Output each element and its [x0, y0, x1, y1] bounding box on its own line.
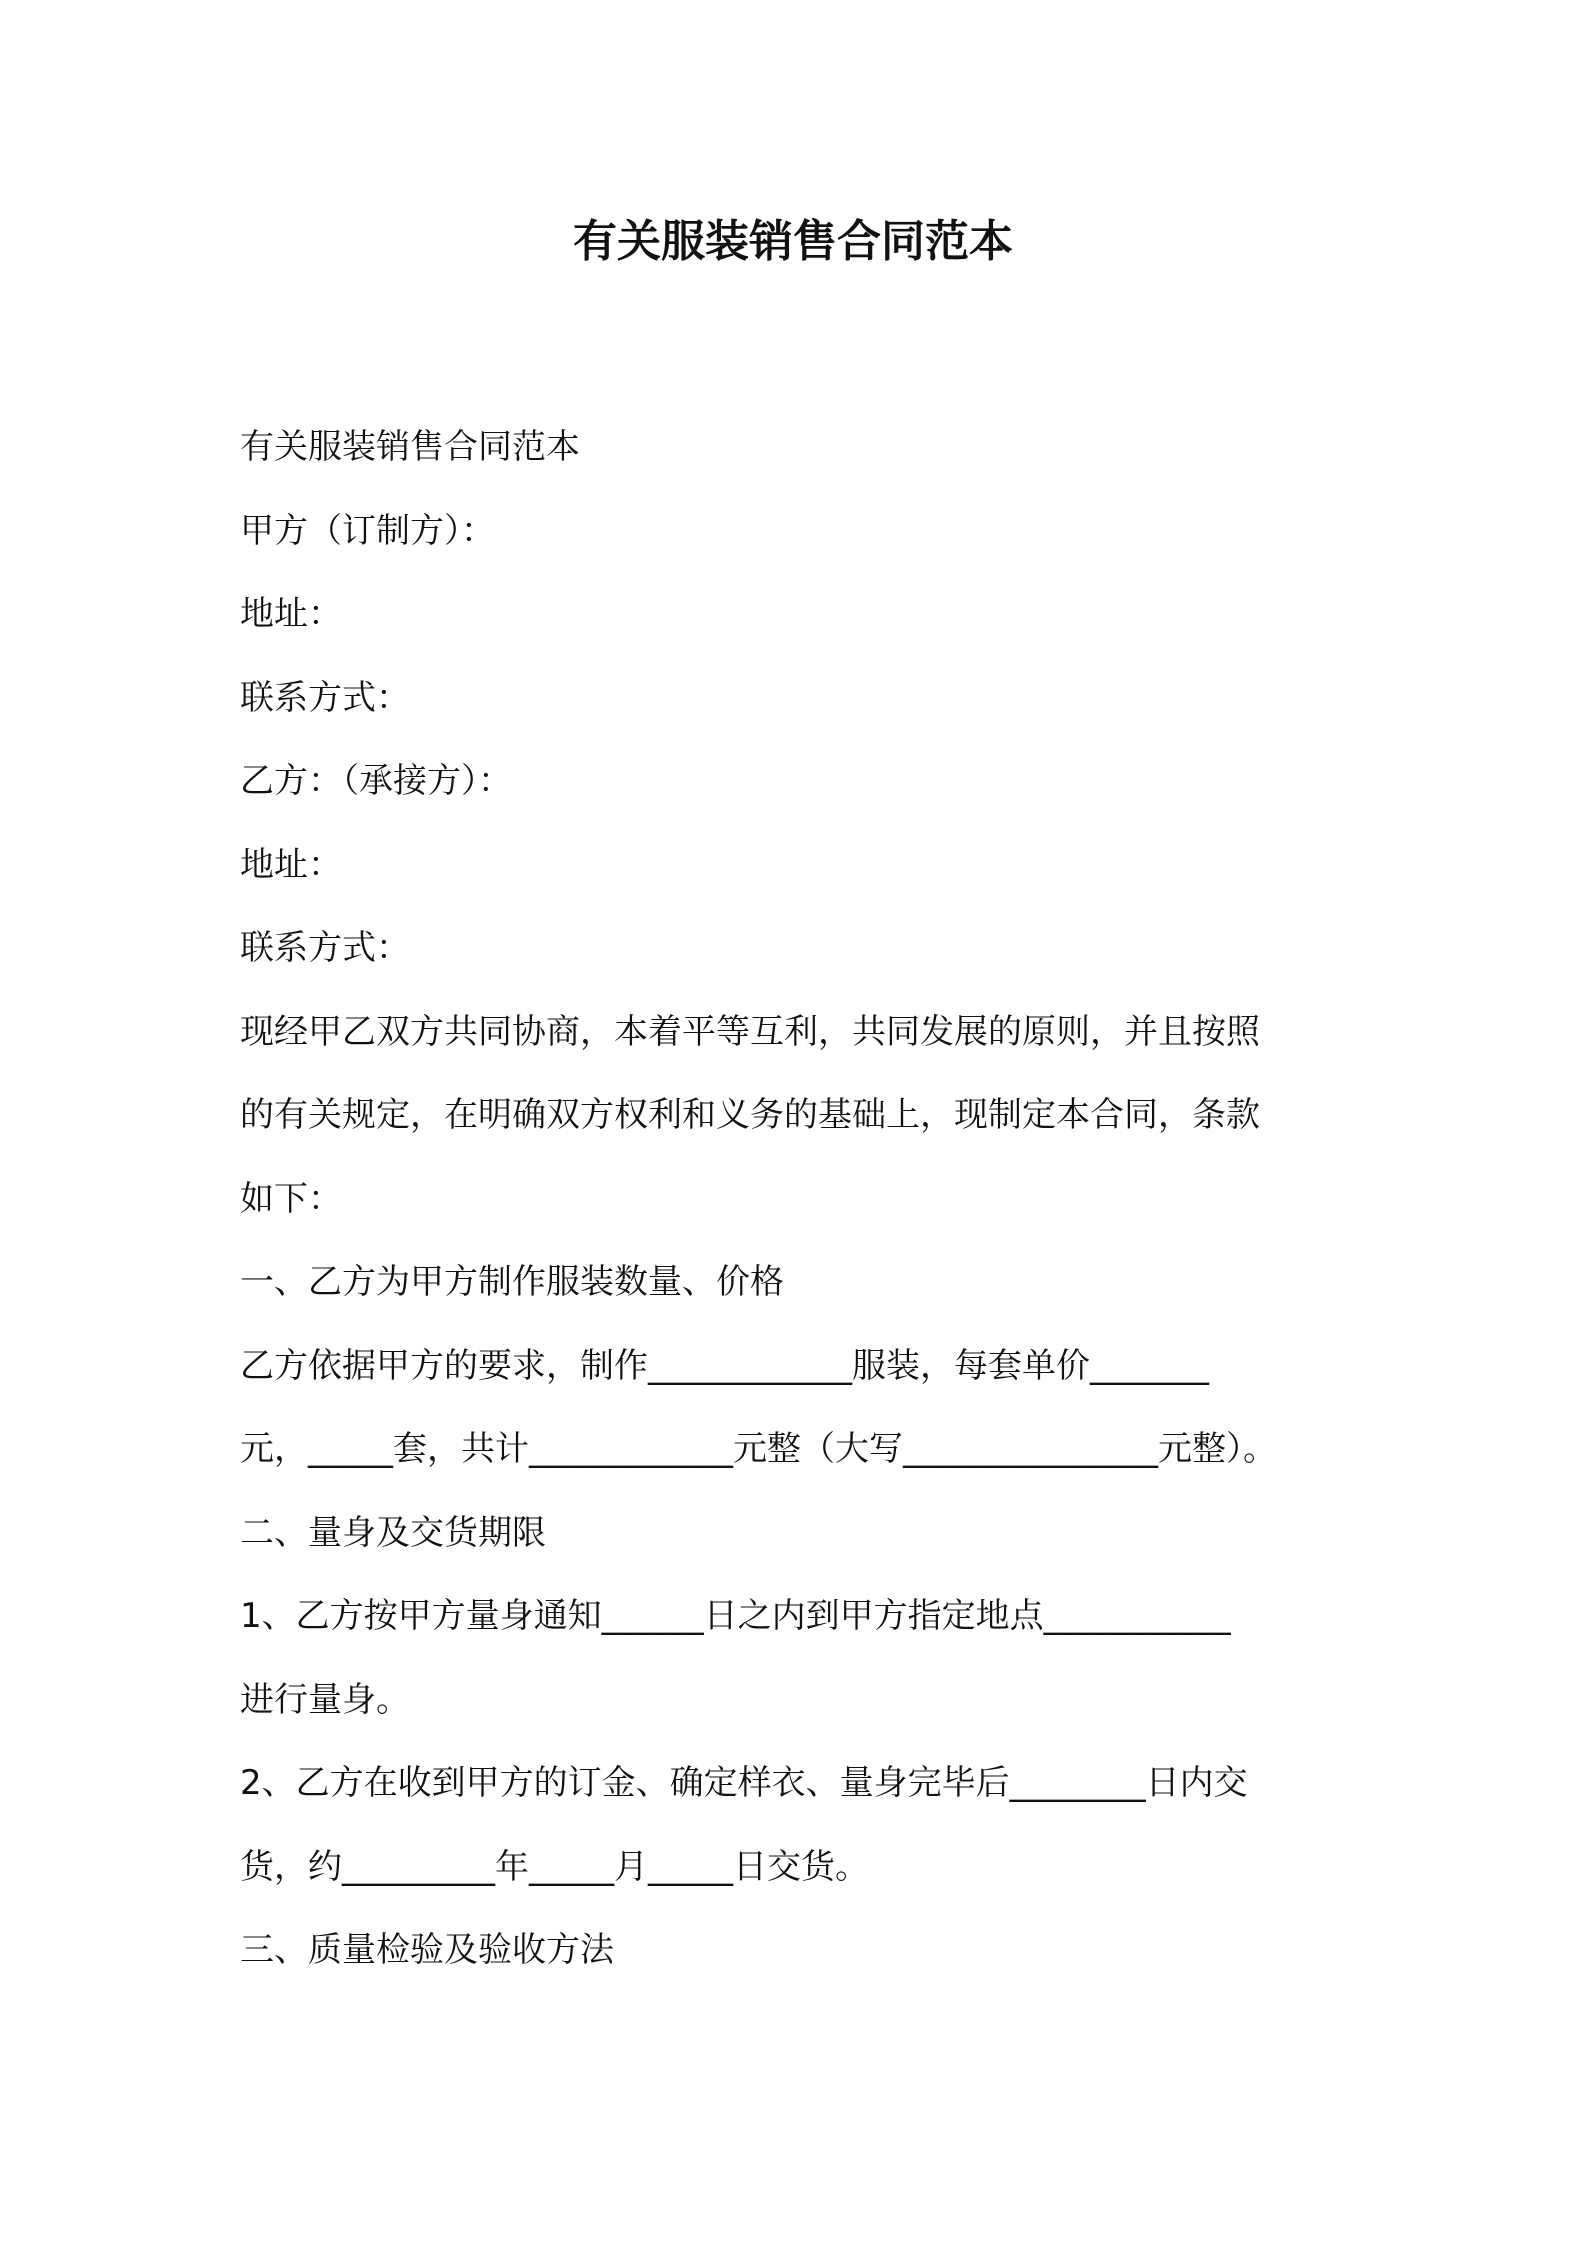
preamble-line-3: 如下： — [240, 1178, 342, 1219]
party-b-contact-line: 联系方式： — [240, 928, 410, 968]
section-1-text-2: 元，_____套，共计____________元整（大写_______________元整）。 — [240, 1429, 1277, 1469]
party-a-line: 甲方（订制方）： — [240, 510, 495, 551]
section-2-item-1-line-1: 1、乙方按甲方量身通知______日之内到甲方指定地点___________ — [240, 1596, 1231, 1636]
section-1-heading: 一、乙方为甲方制作服装数量、价格 — [240, 1262, 784, 1302]
section-2-item-2-line-1: 2、乙方在收到甲方的订金、确定样衣、量身完毕后________日内交 — [240, 1763, 1248, 1803]
document-title: 有关服装销售合同范本 — [573, 216, 1013, 267]
party-b-address-line: 地址： — [240, 844, 342, 885]
section-2-heading: 二、量身及交货期限 — [240, 1512, 546, 1553]
document-body — [240, 406, 1360, 1993]
section-1-text-1: 乙方依据甲方的要求，制作____________服装，每套单价_______ — [240, 1345, 1209, 1386]
preamble-line-1: 现经甲乙双方共同协商，本着平等互利，共同发展的原则，并且按照 — [240, 1011, 1260, 1052]
party-b-line: 乙方：（承接方）： — [240, 761, 512, 801]
party-a-address-line: 地址： — [240, 594, 342, 634]
section-3-heading: 三、质量检验及验收方法 — [240, 1930, 614, 1970]
preamble-line-2: 的有关规定，在明确双方权利和义务的基础上，现制定本合同，条款 — [240, 1095, 1260, 1135]
section-2-item-2-line-2: 货，约_________年_____月_____日交货。 — [240, 1846, 869, 1887]
party-a-contact-line: 联系方式： — [240, 677, 410, 718]
section-2-item-1-line-2: 进行量身。 — [240, 1679, 410, 1720]
subtitle-line: 有关服装销售合同范本 — [240, 427, 580, 467]
